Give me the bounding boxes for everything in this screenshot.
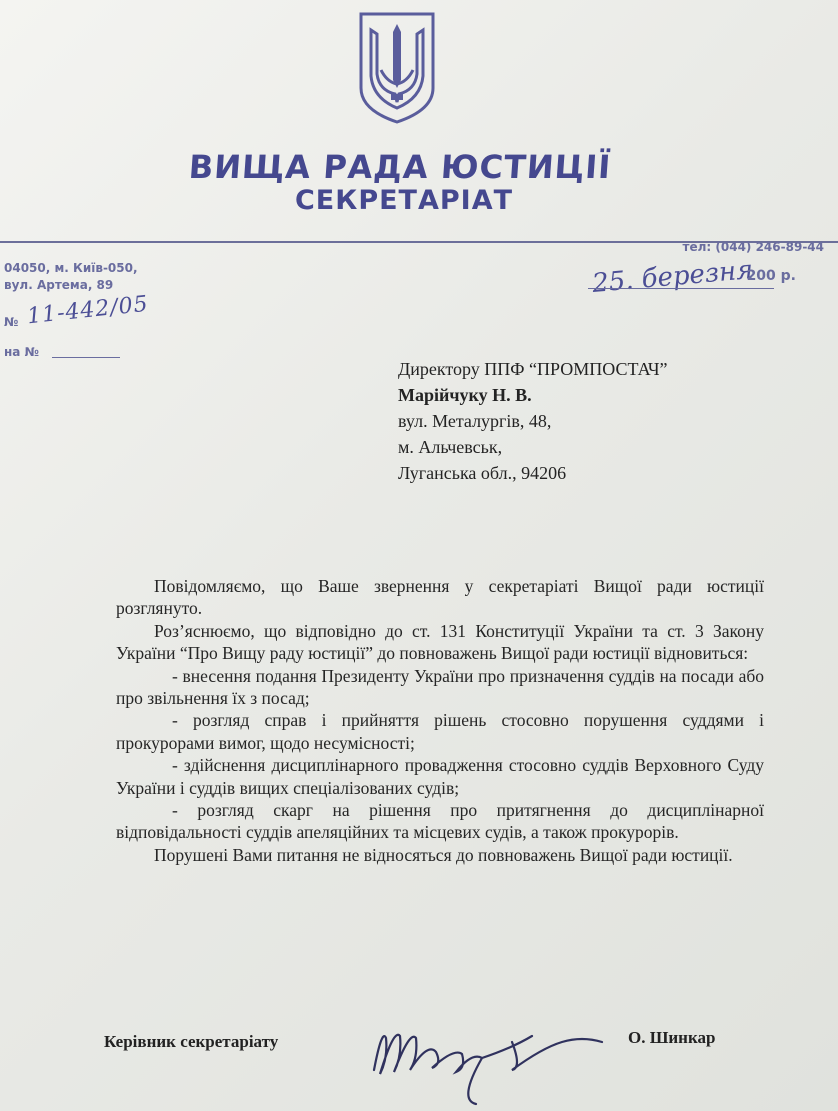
body-paragraph-2: Роз’яснюємо, що відповідно до ст. 131 Конституції України та ст. 3 Закону України “Про Вищу раду юстиції” до повноважень Вищої ради юстиції відновиться: (116, 620, 764, 664)
recipient-region: Луганська обл., 94206 (398, 463, 567, 483)
list-item: - розгляд справ і прийняття рішень стосовно порушення суддями і прокурорами вимог, щодо несумісності; (116, 710, 764, 753)
address-line-1: 04050, м. Київ-050, (4, 261, 138, 275)
trident-emblem-icon (357, 10, 437, 126)
recipient-name: Марійчуку Н. В. (398, 385, 532, 405)
organization-name: ВИЩА РАДА ЮСТИЦІЇ (187, 148, 613, 186)
body-paragraph-3: Порушені Вами питання не відносяться до повноважень Вищої ради юстиції. (154, 844, 733, 865)
recipient-block (398, 356, 668, 486)
number-label: № (4, 315, 19, 329)
handwritten-signature (362, 1008, 622, 1108)
recipient-title: Директору ППФ “ПРОМПОСТАЧ” (398, 359, 668, 379)
recipient-city: м. Альчевськ, (398, 437, 503, 457)
reply-to-blank-line (52, 357, 120, 358)
year-suffix: 200 р. (746, 268, 796, 284)
signer-name: О. Шинкар (628, 1028, 716, 1047)
body-paragraph-1: Повідомляємо, що Ваше звернення у секретаріаті Вищої ради юстиції розглянуто. (116, 576, 764, 619)
organization-subtitle: СЕКРЕТАРІАТ (294, 185, 514, 216)
outgoing-number: 11-442/05 (26, 291, 150, 330)
recipient-street: вул. Металургів, 48, (398, 411, 552, 431)
handwritten-date: 25. березня (590, 255, 755, 299)
address-line-2: вул. Артема, 89 (4, 278, 114, 292)
list-item: - розгляд скарг на рішення про притягнення до дисциплінарної відповідальності суддів апеляційних та місцевих судів, а також прокурорів. (116, 800, 764, 843)
date-underline (588, 288, 774, 289)
letter-body (116, 575, 764, 866)
signature-role: Керівник секретаріату (104, 1032, 279, 1051)
phone-number: тел: (044) 246-89-44 (682, 240, 824, 254)
list-item: - внесення подання Президенту України про призначення суддів на посади або про звільнення їх з посад; (116, 665, 764, 709)
reply-to-label: на № (4, 345, 40, 359)
list-item: - здійснення дисциплінарного провадження стосовно суддів Верховного Суду України і суддів вищих спеціалізованих судів; (116, 755, 764, 798)
